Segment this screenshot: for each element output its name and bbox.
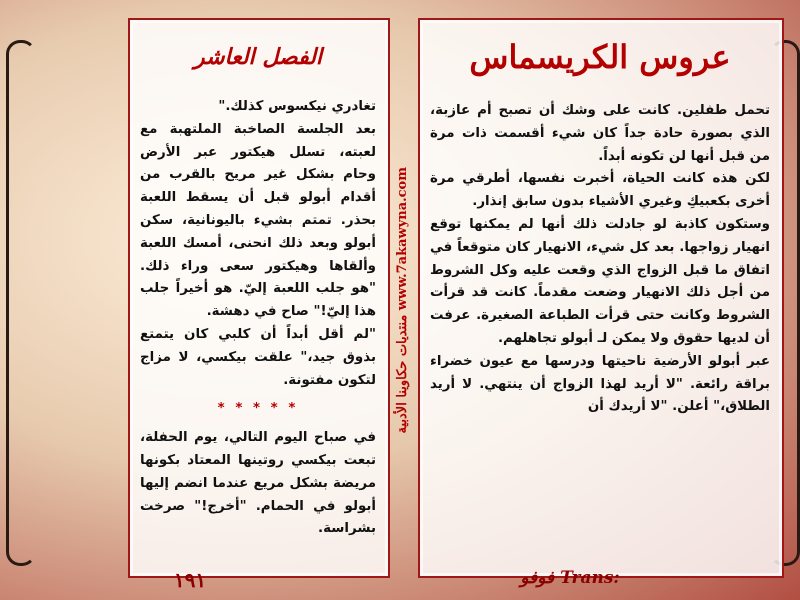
- paragraph: في صباح اليوم التالي، يوم الحفلة، تبعت بيكسي روتينها المعتاد بكونها مريضة بشكل مريع عندما انضم إليها أبولو في الحمام. "أخرج!" صرخت بشراسة.: [140, 430, 376, 537]
- paragraph: عبر أبولو الأرضية ناحيتها ودرسها مع عيون خضراء براقة رائعة. "لا أريد لهذا الزواج أن ينتهي. لا أريد الطلاق،" أعلن. "لا أريدك أن: [430, 353, 770, 415]
- paragraph: "لم أقل أبداً أن كلبي كان يتمتع بذوق جيد،" علقت بيكسي، لا مزاج لتكون مفتونة.: [140, 326, 376, 388]
- left-ornament: [6, 40, 36, 566]
- paragraph: تحمل طفلين. كانت على وشك أن تصبح أم عازبة، الذي بصورة حادة جداً كان شيء أقسمت ذات مرة من قبل أنها لن تكونه أبداً.: [430, 103, 770, 164]
- paragraph: تغادري نيكسوس كذلك.": [218, 99, 376, 114]
- left-text-column: [140, 96, 376, 541]
- forum-credit: منتديات حكاوينا الأدبية www.7akawyna.com: [394, 166, 410, 434]
- chapter-title: الفصل العاشر: [193, 44, 323, 70]
- paragraph: وستكون كاذبة لو جادلت ذلك أنها لم يمكنها توقع انهيار زواجها. بعد كل شيء، الانهيار كان متوقعاً في اتفاق ما قبل الزواج الذي وقعت عليه وكل الشروط من أجل ذلك الانهيار وضعت مقدماً. كانت قد قرأت الشروط وكانت حتى قرأت الطباعة الصغيرة. عرفت أن لديها حقوق ولا يمكن لـ أبولو تجاهلهم.: [430, 216, 770, 346]
- section-separator: * * * * *: [217, 401, 299, 417]
- right-text-column: [430, 100, 770, 419]
- translator-credit: فوفو Trans:: [520, 568, 620, 588]
- book-title: عروس الكريسماس: [469, 38, 731, 76]
- paragraph: بعد الجلسة الصاخبة الملتهبة مع لعبته، تسلل هيكتور عبر الأرض وحام بشكل غير مريح بالقرب من أقدام أبولو قبل أن يسقط اللعبة بحذر. تمتم بشيء باليونانية، سكن أبولو وبعد ذلك انحنى، أمسك اللعبة وألقاها وهيكتور سعى وراء ذلك. "هو جلب اللعبة إليّ. هو أخيراً جلب هذا إليّ!" صاح في دهشة.: [140, 121, 376, 320]
- paragraph: لكن هذه كانت الحياة، أخبرت نفسها، أطرقي مرة أخرى بكعبيكِ وغيري الأشياء بدون سابق إنذار.: [430, 171, 770, 210]
- side-strip: [388, 20, 416, 580]
- page-number: ١٩١: [173, 568, 207, 592]
